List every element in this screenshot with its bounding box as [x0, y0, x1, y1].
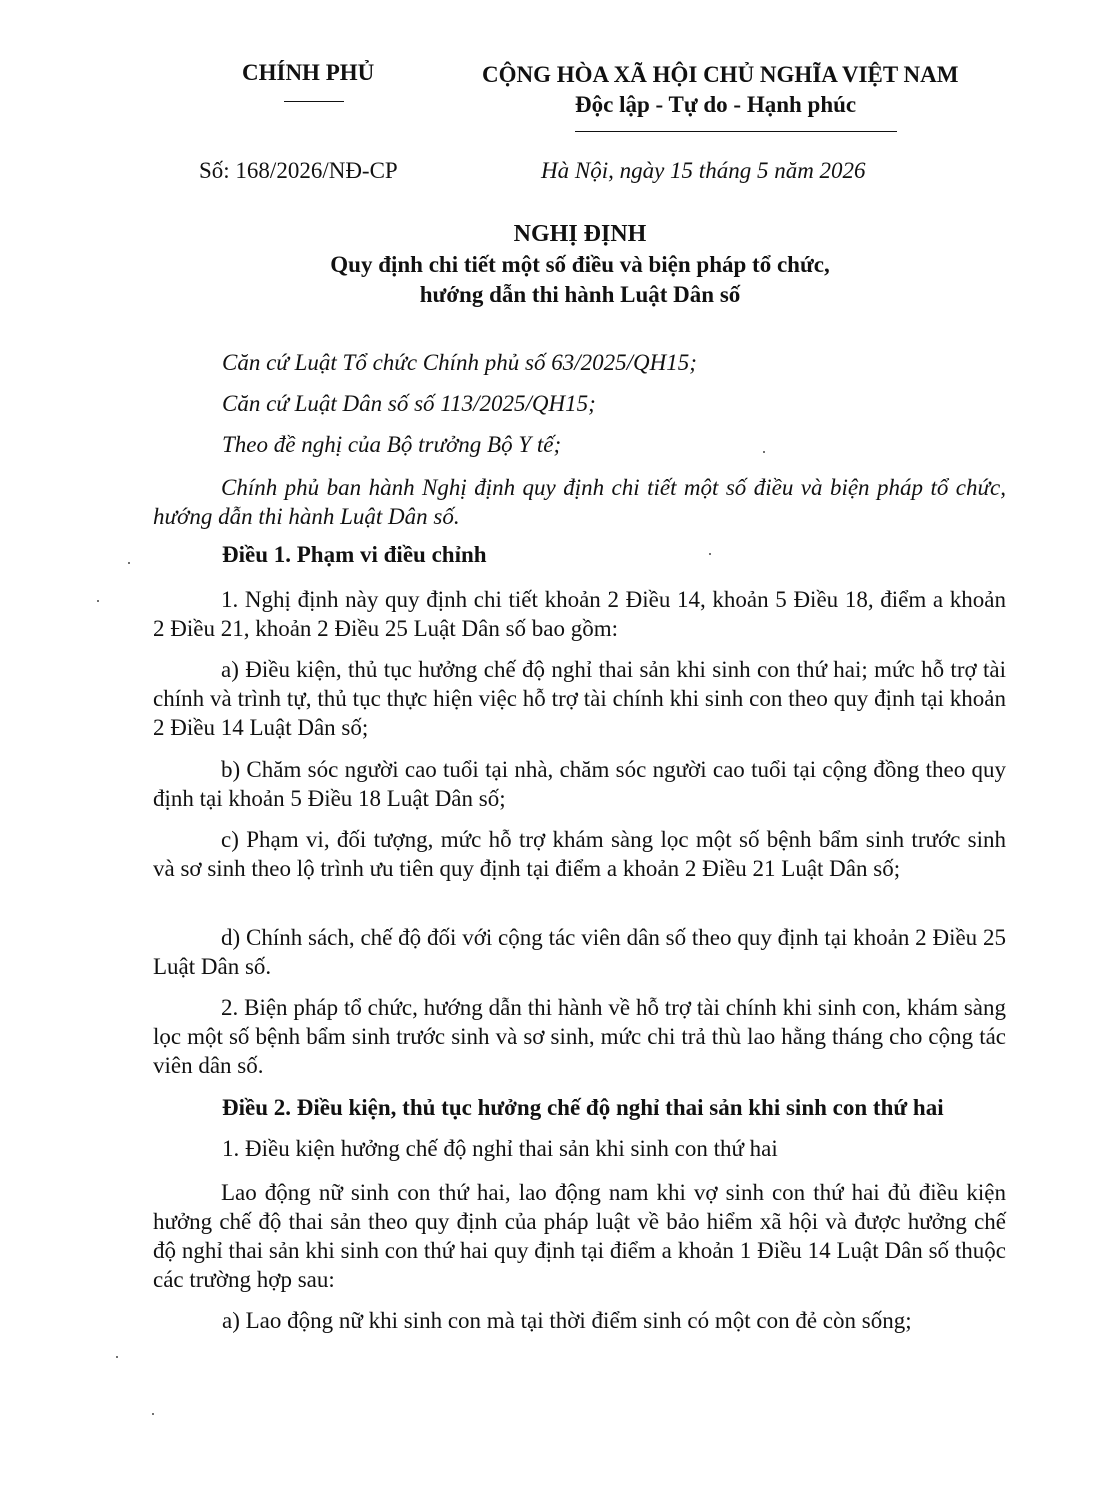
scan-speck [128, 562, 130, 564]
legal-basis-2: Căn cứ Luật Dân số số 113/2025/QH15; [222, 391, 596, 416]
scan-speck [116, 1356, 118, 1358]
article-1-point-a: a) Điều kiện, thủ tục hưởng chế độ nghỉ thai sản khi sinh con thứ hai; mức hỗ trợ tài chính và trình tự, thủ tục thực hiện việc hỗ trợ tài chính khi sinh con theo quy định tại khoản 2 Điều 14 Luật Dân số; [153, 657, 1006, 740]
document-type: NGHỊ ĐỊNH [513, 221, 647, 247]
article-1-clause-1: 1. Nghị định này quy định chi tiết khoản 2 Điều 14, khoản 5 Điều 18, điểm a khoản 2 Điều 21, khoản 2 Điều 25 Luật Dân số bao gồm: [153, 587, 1006, 641]
article-2-point-a: a) Lao động nữ khi sinh con mà tại thời điểm sinh có một con đẻ còn sống; [222, 1308, 912, 1333]
article-2-paragraph: Lao động nữ sinh con thứ hai, lao động nam khi vợ sinh con thứ hai đủ điều kiện hưởng chế độ thai sản theo quy định của pháp luật về bảo hiểm xã hội và được hưởng chế độ nghỉ thai sản khi sinh con thứ hai quy định tại điểm a khoản 1 Điều 14 Luật Dân số thuộc các trường hợp sau: [153, 1180, 1006, 1292]
legal-basis-1: Căn cứ Luật Tổ chức Chính phủ số 63/2025/QH15; [222, 350, 697, 375]
country-name: CỘNG HÒA XÃ HỘI CHỦ NGHĨA VIỆT NAM [482, 62, 959, 87]
article-1-heading: Điều 1. Phạm vi điều chỉnh [222, 542, 487, 567]
place-and-date: Hà Nội, ngày 15 tháng 5 năm 2026 [541, 158, 866, 183]
legal-basis-3: Theo đề nghị của Bộ trưởng Bộ Y tế; [222, 432, 562, 457]
scan-speck [763, 451, 765, 453]
article-1-point-b: b) Chăm sóc người cao tuổi tại nhà, chăm sóc người cao tuổi tại cộng đồng theo quy định tại khoản 5 Điều 18 Luật Dân số; [153, 757, 1006, 811]
document-number: Số: 168/2026/NĐ-CP [199, 158, 398, 183]
scan-speck [709, 553, 711, 555]
legal-basis-4: Chính phủ ban hành Nghị định quy định chi tiết một số điều và biện pháp tổ chức, hướng dẫn thi hành Luật Dân số. [153, 475, 1006, 529]
national-motto: Độc lập - Tự do - Hạnh phúc [575, 92, 857, 117]
scan-speck [152, 1413, 154, 1415]
issuing-agency: CHÍNH PHỦ [242, 60, 375, 85]
article-1-point-c: c) Phạm vi, đối tượng, mức hỗ trợ khám sàng lọc một số bệnh bẩm sinh trước sinh và sơ sinh theo lộ trình ưu tiên quy định tại điểm a khoản 2 Điều 21 Luật Dân số; [153, 827, 1006, 881]
document-title-line-2: hướng dẫn thi hành Luật Dân số [419, 282, 741, 307]
article-1-clause-2: 2. Biện pháp tổ chức, hướng dẫn thi hành về hỗ trợ tài chính khi sinh con, khám sàng lọc một số bệnh bẩm sinh trước sinh và sơ sinh, mức chi trả thù lao hằng tháng cho cộng tác viên dân số. [153, 995, 1006, 1078]
article-1-point-d: d) Chính sách, chế độ đối với cộng tác viên dân số theo quy định tại khoản 2 Điều 25 Luật Dân số. [153, 925, 1006, 979]
document-title-line-1: Quy định chi tiết một số điều và biện pháp tổ chức, [330, 252, 830, 277]
agency-underline [284, 101, 344, 102]
article-2-clause-1: 1. Điều kiện hưởng chế độ nghỉ thai sản khi sinh con thứ hai [222, 1136, 778, 1161]
article-2-heading: Điều 2. Điều kiện, thủ tục hưởng chế độ nghỉ thai sản khi sinh con thứ hai [222, 1095, 944, 1120]
scan-speck [97, 600, 99, 602]
motto-underline [575, 131, 897, 132]
